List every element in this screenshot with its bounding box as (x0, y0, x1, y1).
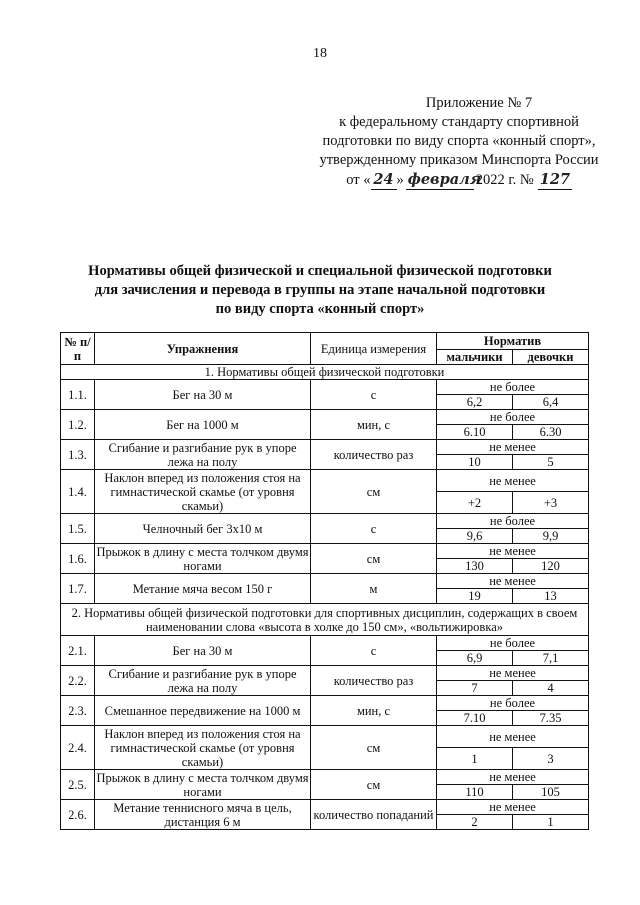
row-unit: с (311, 514, 437, 544)
row-exercise: Бег на 1000 м (95, 410, 311, 440)
row-number: 2.3. (61, 696, 95, 726)
date-prefix: от « (346, 172, 371, 188)
section-title: 1. Нормативы общей физической подготовки (61, 365, 589, 380)
handwritten-month: февраля (407, 171, 482, 188)
row-condition: не менее (437, 574, 589, 589)
annex-header (300, 94, 618, 190)
date-separator: » (396, 172, 404, 188)
section-header-row (61, 604, 589, 636)
row-number: 2.2. (61, 666, 95, 696)
header-num: № п/п (61, 333, 95, 365)
row-number: 1.2. (61, 410, 95, 440)
row-number: 1.5. (61, 514, 95, 544)
annex-line-2: подготовки по виду спорта «конный спорт», (322, 133, 596, 149)
row-exercise: Бег на 30 м (95, 380, 311, 410)
row-exercise: Прыжок в длину с места толчком двумя ногами (96, 544, 309, 573)
row-boys-value: 6,9 (437, 651, 513, 666)
row-number: 1.3. (61, 440, 95, 470)
row-girls-value: +3 (513, 492, 589, 514)
row-unit: м (311, 574, 437, 604)
row-number: 2.4. (61, 726, 95, 770)
row-unit: см (311, 726, 437, 770)
table-row (61, 770, 589, 785)
row-boys-value: 6,2 (437, 395, 513, 410)
row-exercise: Сгибание и разгибание рук в упоре лежа на полу (95, 440, 311, 470)
table-row (61, 380, 589, 395)
row-exercise: Метание теннисного мяча в цель, дистанция 6 м (95, 800, 311, 830)
table-row (61, 636, 589, 651)
row-condition: не более (437, 696, 589, 711)
annex-date-line (300, 170, 618, 190)
row-condition: не более (437, 380, 589, 395)
table-row (61, 666, 589, 681)
annex-line-3: утвержденному приказом Минспорта России (319, 152, 599, 168)
table-row (61, 696, 589, 711)
row-unit: с (311, 380, 437, 410)
handwritten-day: 24 (371, 170, 397, 190)
row-boys-value: 10 (437, 455, 513, 470)
row-unit: см (311, 770, 437, 800)
row-condition: не менее (437, 470, 589, 492)
row-girls-value: 6.30 (513, 425, 589, 440)
row-unit: количество попаданий (311, 800, 437, 830)
row-boys-value: 6.10 (437, 425, 513, 440)
row-condition: не менее (437, 800, 589, 815)
header-girls: девочки (513, 350, 589, 365)
table-row (61, 514, 589, 529)
row-boys-value: 7.10 (437, 711, 513, 726)
section-header-row (61, 365, 589, 380)
table-row (61, 574, 589, 589)
row-unit: см (311, 470, 437, 514)
row-girls-value: 13 (513, 589, 589, 604)
row-boys-value: +2 (437, 492, 513, 514)
row-exercise: Прыжок в длину с места толчком двумя ногами (96, 770, 309, 799)
row-unit: мин, с (311, 410, 437, 440)
row-boys-value: 130 (437, 559, 513, 574)
row-unit: с (311, 636, 437, 666)
header-norm: Норматив (437, 333, 589, 350)
table-row (61, 410, 589, 425)
row-number: 2.5. (61, 770, 95, 800)
row-number: 2.1. (61, 636, 95, 666)
row-number: 2.6. (61, 800, 95, 830)
table-row (61, 470, 589, 492)
table-row (61, 440, 589, 455)
row-boys-value: 1 (437, 748, 513, 770)
row-girls-value: 6,4 (513, 395, 589, 410)
table-body (61, 365, 589, 830)
table-row (61, 726, 589, 748)
row-condition: не более (437, 410, 589, 425)
page-number: 18 (313, 46, 327, 61)
row-condition: не более (437, 514, 589, 529)
row-exercise: Челночный бег 3х10 м (95, 514, 311, 544)
row-girls-value: 4 (513, 681, 589, 696)
row-girls-value: 9,9 (513, 529, 589, 544)
handwritten-number: 127 (539, 171, 571, 188)
row-condition: не менее (437, 666, 589, 681)
row-girls-value: 5 (513, 455, 589, 470)
row-number: 1.1. (61, 380, 95, 410)
row-boys-value: 9,6 (437, 529, 513, 544)
row-unit: количество раз (311, 440, 437, 470)
row-girls-value: 7.35 (513, 711, 589, 726)
row-boys-value: 7 (437, 681, 513, 696)
document-title (60, 262, 580, 319)
row-girls-value: 7,1 (513, 651, 589, 666)
row-exercise: Сгибание и разгибание рук в упоре лежа на полу (95, 666, 311, 696)
header-unit: Единица измерения (311, 333, 437, 365)
title-line-2: для зачисления и перевода в группы на этапе начальной подготовки (94, 282, 546, 298)
row-unit: количество раз (311, 666, 437, 696)
row-number: 1.4. (61, 470, 95, 514)
section-title: 2. Нормативы общей физической подготовки для спортивных дисциплин, содержащих в своем наименовании слова «высота в холке до 150 см», «вольтижировка» (61, 604, 589, 636)
row-girls-value: 105 (513, 785, 589, 800)
row-boys-value: 110 (437, 785, 513, 800)
row-condition: не менее (437, 770, 589, 785)
row-number: 1.7. (61, 574, 95, 604)
row-condition: не менее (437, 726, 589, 748)
row-number: 1.6. (61, 544, 95, 574)
row-girls-value: 120 (513, 559, 589, 574)
row-unit: см (311, 544, 437, 574)
table-row (61, 800, 589, 815)
row-exercise: Метание мяча весом 150 г (95, 574, 311, 604)
table-row (61, 544, 589, 559)
row-unit: мин, с (311, 696, 437, 726)
header-boys: мальчики (437, 350, 513, 365)
row-exercise: Смешанное передвижение на 1000 м (95, 696, 311, 726)
header-exercise: Упражнения (95, 333, 311, 365)
row-exercise: Наклон вперед из положения стоя на гимнастической скамье (от уровня скамьи) (95, 470, 311, 514)
title-line-3: по виду спорта «конный спорт» (215, 301, 425, 317)
date-year: 2022 г. № (475, 172, 534, 188)
annex-title: Приложение № 7 (425, 95, 533, 111)
row-girls-value: 3 (513, 748, 589, 770)
row-girls-value: 1 (513, 815, 589, 830)
row-boys-value: 19 (437, 589, 513, 604)
row-boys-value: 2 (437, 815, 513, 830)
row-condition: не менее (437, 440, 589, 455)
row-condition: не менее (437, 544, 589, 559)
norms-table (60, 332, 589, 830)
row-condition: не более (437, 636, 589, 651)
row-exercise: Бег на 30 м (95, 636, 311, 666)
title-line-1: Нормативы общей физической и специальной физической подготовки (88, 263, 552, 279)
annex-line-1: к федеральному стандарту спортивной (339, 114, 579, 130)
row-exercise: Наклон вперед из положения стоя на гимнастической скамье (от уровня скамьи) (95, 726, 311, 770)
